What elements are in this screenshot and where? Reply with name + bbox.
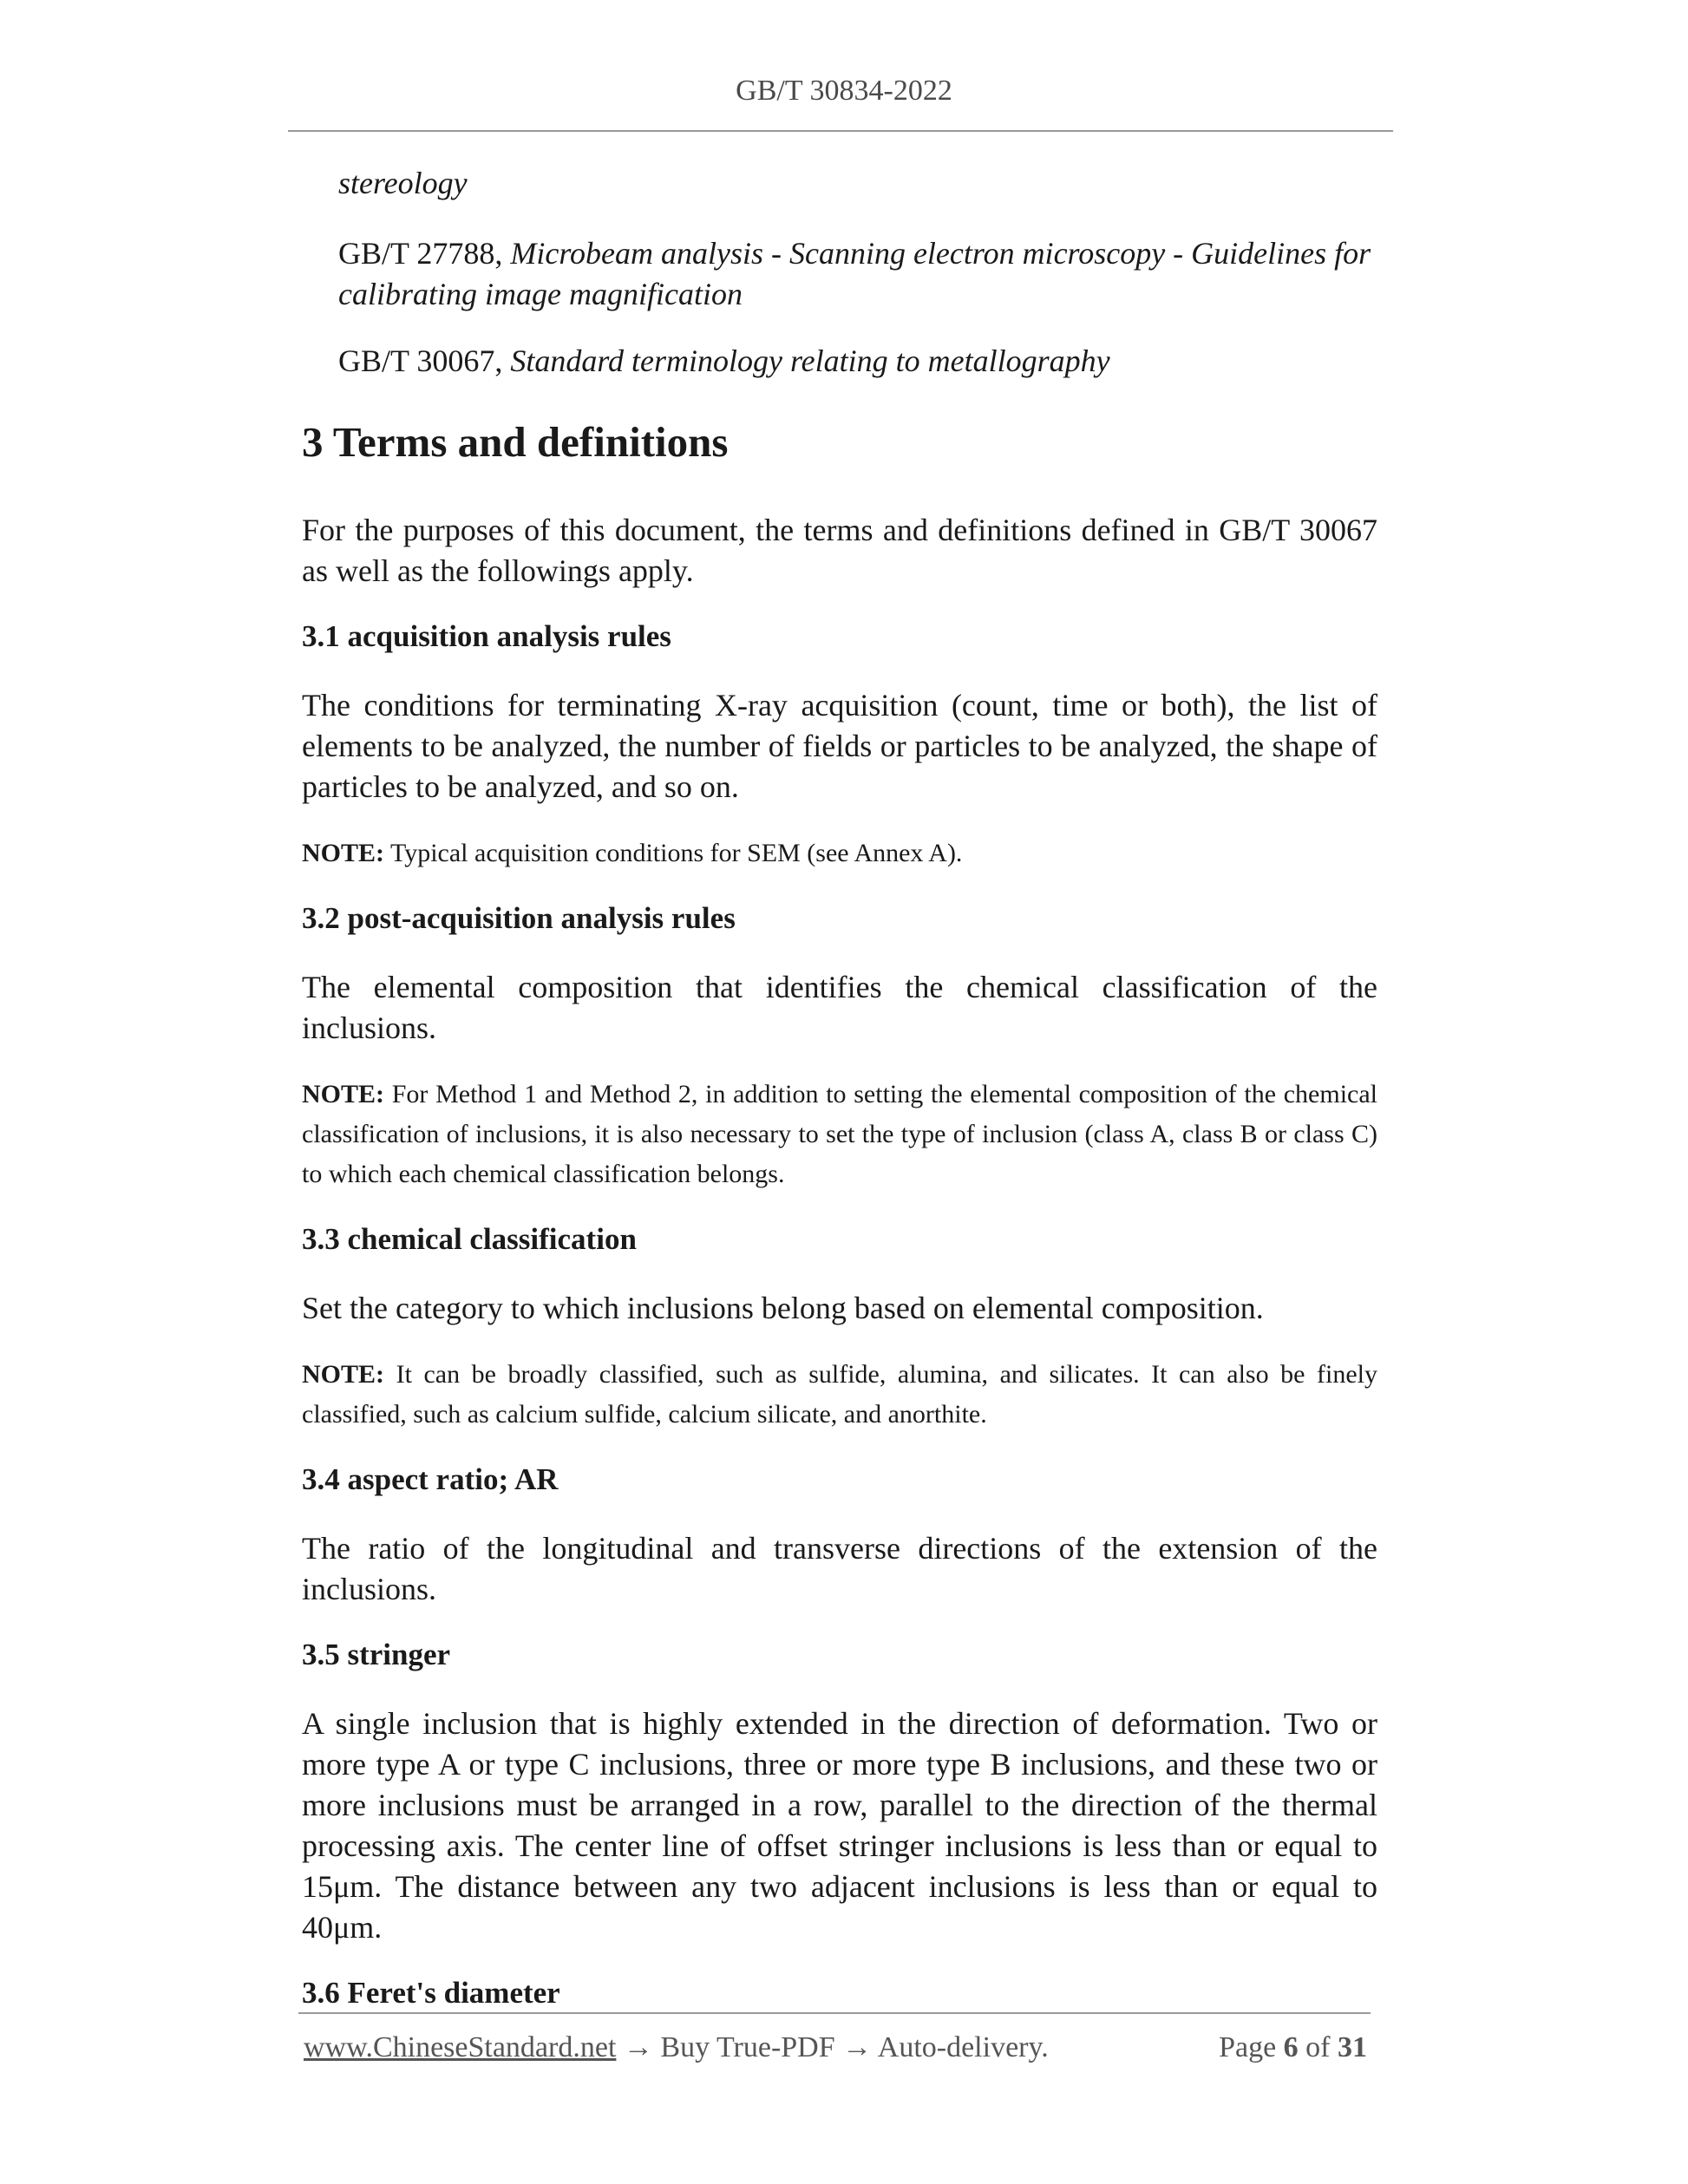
document-body bbox=[302, 163, 1377, 2042]
reference-item bbox=[338, 233, 1377, 315]
note-label: NOTE: bbox=[302, 1080, 385, 1108]
page-of: of bbox=[1298, 2031, 1338, 2063]
term-heading: 3.3 chemical classification bbox=[302, 1222, 637, 1256]
footer-tagline: → Buy True-PDF → Auto-delivery. bbox=[616, 2031, 1049, 2063]
website-link[interactable]: www.ChineseStandard.net bbox=[304, 2031, 617, 2063]
term-definition: The elemental composition that identifies the chemical classification of the inclusions. bbox=[302, 970, 1377, 1045]
note-text: It can be broadly classified, such as sulfide, alumina, and silicates. It can also be finely classified, such as calcium sulfide, calcium silicate, and anorthite. bbox=[302, 1360, 1377, 1429]
reference-item bbox=[338, 341, 1377, 382]
page-header: GB/T 30834-2022 bbox=[736, 75, 952, 107]
section-intro: For the purposes of this document, the terms and definitions defined in GB/T 30067 as well as the followings apply. bbox=[302, 513, 1377, 588]
reference-code: GB/T 30067, bbox=[338, 343, 511, 378]
note-label: NOTE: bbox=[302, 1360, 385, 1389]
term-note bbox=[302, 834, 1377, 873]
term-heading: 3.1 acquisition analysis rules bbox=[302, 619, 671, 653]
term-heading: 3.2 post-acquisition analysis rules bbox=[302, 901, 736, 935]
reference-title: Microbeam analysis - Scanning electron microscopy - Guidelines for calibrating image magnification bbox=[338, 236, 1371, 311]
reference-code: GB/T 27788, bbox=[338, 236, 511, 271]
section-heading: 3 Terms and definitions bbox=[302, 418, 729, 466]
term-note bbox=[302, 1355, 1377, 1435]
term-definition: Set the category to which inclusions belong based on elemental composition. bbox=[302, 1291, 1264, 1325]
page-current: 6 bbox=[1283, 2031, 1299, 2063]
page-footer bbox=[304, 2031, 1367, 2064]
footer-promo bbox=[304, 2031, 1049, 2064]
note-text: Typical acquisition conditions for SEM (see Annex A). bbox=[384, 839, 963, 867]
term-heading: 3.5 stringer bbox=[302, 1638, 451, 1671]
note-label: NOTE: bbox=[302, 839, 385, 867]
reference-continuation: stereology bbox=[338, 166, 468, 200]
footer-divider bbox=[298, 2012, 1371, 2014]
term-heading: 3.4 aspect ratio; AR bbox=[302, 1462, 559, 1496]
page-indicator bbox=[1219, 2031, 1367, 2064]
header-divider bbox=[288, 130, 1393, 132]
term-heading: 3.6 Feret's diameter bbox=[302, 1976, 560, 2010]
reference-title: Standard terminology relating to metallography bbox=[510, 343, 1110, 378]
page-total: 31 bbox=[1338, 2031, 1367, 2063]
term-definition: A single inclusion that is highly extended in the direction of deformation. Two or more type A or type C inclusions, three or more type B inclusions, and these two or more inclusions must be arranged in a row, parallel to the direction of the thermal processing axis. The center line of offset stringer inclusions is less than or equal to 15μm. The distance between any two adjacent inclusions is less than or equal to 40μm. bbox=[302, 1706, 1377, 1945]
term-definition: The conditions for terminating X-ray acquisition (count, time or both), the list of elements to be analyzed, the number of fields or particles to be analyzed, the shape of particles to be analyzed, and so on. bbox=[302, 688, 1377, 804]
page-label: Page bbox=[1219, 2031, 1284, 2063]
term-note bbox=[302, 1075, 1377, 1194]
term-definition: The ratio of the longitudinal and transverse directions of the extension of the inclusions. bbox=[302, 1531, 1377, 1606]
note-text: For Method 1 and Method 2, in addition to setting the elemental composition of the chemical classification of inclusions, it is also necessary to set the type of inclusion (class A, class B or class C) to which each chemical classification belongs. bbox=[302, 1080, 1377, 1188]
